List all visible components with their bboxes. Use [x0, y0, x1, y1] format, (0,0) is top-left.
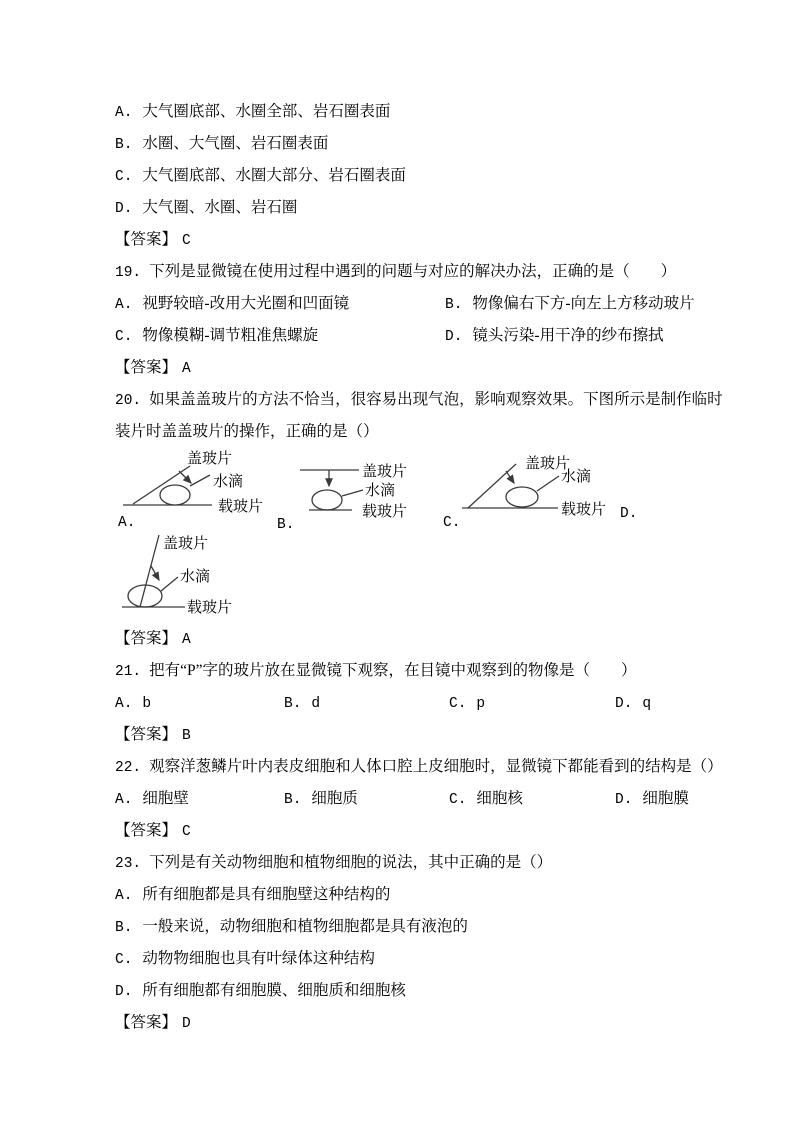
option-letter: B.	[115, 920, 133, 936]
option-letter: B.	[445, 297, 463, 313]
option-letter: B.	[284, 792, 302, 808]
option-letter: C.	[115, 329, 133, 345]
coverslip-diagram-b	[275, 448, 425, 533]
coverslip-diagram-d	[115, 533, 290, 623]
option-text: 视野较暗-改用大光圈和凹面镜	[142, 295, 350, 312]
q21-option-c	[449, 687, 485, 719]
q22-option-c	[449, 783, 523, 815]
q21-option-a	[115, 687, 151, 719]
option-text: d	[311, 696, 321, 712]
q18-option-b	[115, 128, 755, 160]
question-number: 19.	[115, 265, 142, 281]
q22-options	[115, 783, 755, 815]
answer-value: D	[182, 1016, 191, 1032]
q20-diagrams-row2	[115, 533, 755, 623]
water-label: 水滴	[180, 569, 211, 585]
q20-stem-line1	[115, 384, 755, 416]
answer-prefix: 【答案】	[115, 726, 178, 743]
option-letter: D.	[615, 792, 633, 808]
water-drop	[160, 485, 190, 505]
option-text: p	[476, 696, 486, 712]
q20-stem-line2	[115, 416, 755, 448]
document-content	[115, 96, 755, 1039]
coverslip-diagram-c	[440, 448, 620, 533]
option-letter: A.	[115, 888, 133, 904]
q23-option-b	[115, 911, 755, 943]
option-letter: D.	[445, 329, 463, 345]
q19-option-a	[115, 288, 349, 320]
option-text: q	[642, 696, 652, 712]
option-text: 所有细胞都有细胞膜、细胞质和细胞核	[142, 982, 406, 999]
q21-answer	[115, 719, 755, 751]
question-text: 下列是有关动物细胞和植物细胞的说法，其中正确的是（）	[149, 854, 553, 871]
option-text: 大气圈底部、水圈全部、岩石圈表面	[142, 103, 391, 120]
coverslip-label: 盖玻片	[163, 536, 209, 552]
q19-options-row2	[115, 320, 755, 352]
coverslip-diagram-a	[115, 448, 285, 533]
arrow-icon	[151, 566, 159, 580]
question-number: 20.	[115, 393, 142, 409]
q22-option-b	[284, 783, 358, 815]
slide-label: 载玻片	[362, 504, 408, 520]
q21-option-b	[284, 687, 320, 719]
q19-option-c	[115, 320, 318, 352]
q19-stem	[115, 256, 755, 288]
water-label: 水滴	[365, 483, 396, 499]
q19-options-row1	[115, 288, 755, 320]
option-text: b	[142, 696, 152, 712]
q19-option-b	[445, 288, 695, 320]
option-letter: D.	[615, 696, 633, 712]
q18-option-c	[115, 160, 755, 192]
option-text: 物像模糊-调节粗准焦螺旋	[142, 327, 319, 344]
question-number: 21.	[115, 664, 142, 680]
q18-option-a	[115, 96, 755, 128]
q21-options	[115, 687, 755, 719]
answer-prefix: 【答案】	[115, 231, 178, 248]
answer-value: C	[182, 233, 191, 249]
q19-answer	[115, 352, 755, 384]
pointer-line	[537, 476, 559, 491]
arrow-icon	[506, 471, 514, 483]
coverslip-label: 盖玻片	[187, 451, 233, 467]
pointer-line	[161, 577, 178, 591]
slide-label: 载玻片	[187, 600, 233, 616]
option-letter: A.	[115, 105, 133, 121]
q19-option-d	[445, 320, 664, 352]
question-number: 23.	[115, 856, 142, 872]
option-text: 细胞核	[476, 790, 523, 807]
option-letter: B.	[115, 137, 133, 153]
answer-prefix: 【答案】	[115, 822, 178, 839]
question-text: 装片时盖盖玻片的操作，正确的是（）	[115, 423, 379, 440]
q22-stem	[115, 751, 755, 783]
option-letter: B.	[284, 696, 302, 712]
answer-prefix: 【答案】	[115, 359, 178, 376]
option-text: 细胞膜	[642, 790, 689, 807]
question-text: 下列是显微镜在使用过程中遇到的问题与对应的解决办法，正确的是（ ）	[149, 263, 677, 280]
option-text: 所有细胞都是具有细胞壁这种结构的	[142, 886, 391, 903]
diagram-letter-a: A.	[118, 515, 136, 531]
option-text: 镜头污染-用干净的纱布擦拭	[472, 327, 664, 344]
q18-option-d	[115, 192, 755, 224]
coverslip-label: 盖玻片	[362, 464, 408, 480]
answer-value: A	[182, 632, 191, 648]
arrow-icon	[179, 471, 191, 483]
option-letter: A.	[115, 792, 133, 808]
question-text: 把有“P”字的玻片放在显微镜下观察，在目镜中观察到的物像是（ ）	[149, 662, 637, 679]
q23-option-d	[115, 975, 755, 1007]
coverslip-label: 盖玻片	[525, 456, 571, 472]
q21-option-d	[615, 687, 651, 719]
q23-option-a	[115, 879, 755, 911]
option-text: 动物物细胞也具有叶绿体这种结构	[142, 950, 375, 967]
option-letter: C.	[115, 169, 133, 185]
option-text: 大气圈、水圈、岩石圈	[142, 199, 298, 216]
pointer-line	[190, 475, 210, 486]
answer-value: C	[182, 824, 191, 840]
option-text: 细胞质	[311, 790, 358, 807]
question-text: 如果盖盖玻片的方法不恰当，很容易出现气泡，影响观察效果。下图所示是制作临时	[149, 391, 723, 408]
water-label: 水滴	[213, 474, 244, 490]
water-label: 水滴	[561, 469, 592, 485]
option-letter: C.	[449, 696, 467, 712]
slide-label: 载玻片	[561, 502, 607, 518]
question-number: 22.	[115, 760, 142, 776]
diagram-letter-b: B.	[277, 517, 295, 533]
q18-answer	[115, 224, 755, 256]
q20-diagrams-row1	[115, 448, 755, 533]
option-text: 物像偏右下方-向左上方移动玻片	[472, 295, 695, 312]
answer-prefix: 【答案】	[115, 1014, 178, 1031]
water-drop	[506, 487, 538, 507]
water-drop	[312, 490, 342, 510]
option-letter: C.	[449, 792, 467, 808]
option-text: 水圈、大气圈、岩石圈表面	[142, 135, 329, 152]
option-letter: C.	[115, 952, 133, 968]
option-letter: A.	[115, 696, 133, 712]
option-letter: D.	[115, 201, 133, 217]
option-text: 细胞壁	[142, 790, 189, 807]
q22-answer	[115, 815, 755, 847]
pointer-line	[342, 490, 363, 496]
option-text: 大气圈底部、水圈大部分、岩石圈表面	[142, 167, 406, 184]
option-letter: D.	[115, 984, 133, 1000]
answer-prefix: 【答案】	[115, 630, 178, 647]
diagram-letter-c: C.	[443, 515, 461, 531]
option-text: 一般来说，动物细胞和植物细胞都是具有液泡的	[142, 918, 468, 935]
slide-label: 载玻片	[218, 499, 264, 515]
q23-option-c	[115, 943, 755, 975]
q23-answer	[115, 1007, 755, 1039]
question-text: 观察洋葱鳞片叶内表皮细胞和人体口腔上皮细胞时，显微镜下都能看到的结构是（）	[149, 758, 723, 775]
answer-value: B	[182, 728, 191, 744]
option-letter: A.	[115, 297, 133, 313]
q23-stem	[115, 847, 755, 879]
q22-option-d	[615, 783, 689, 815]
q22-option-a	[115, 783, 189, 815]
q20-answer	[115, 623, 755, 655]
answer-value: A	[182, 361, 191, 377]
diagram-letter-d: D.	[620, 506, 638, 522]
q21-stem	[115, 655, 755, 687]
